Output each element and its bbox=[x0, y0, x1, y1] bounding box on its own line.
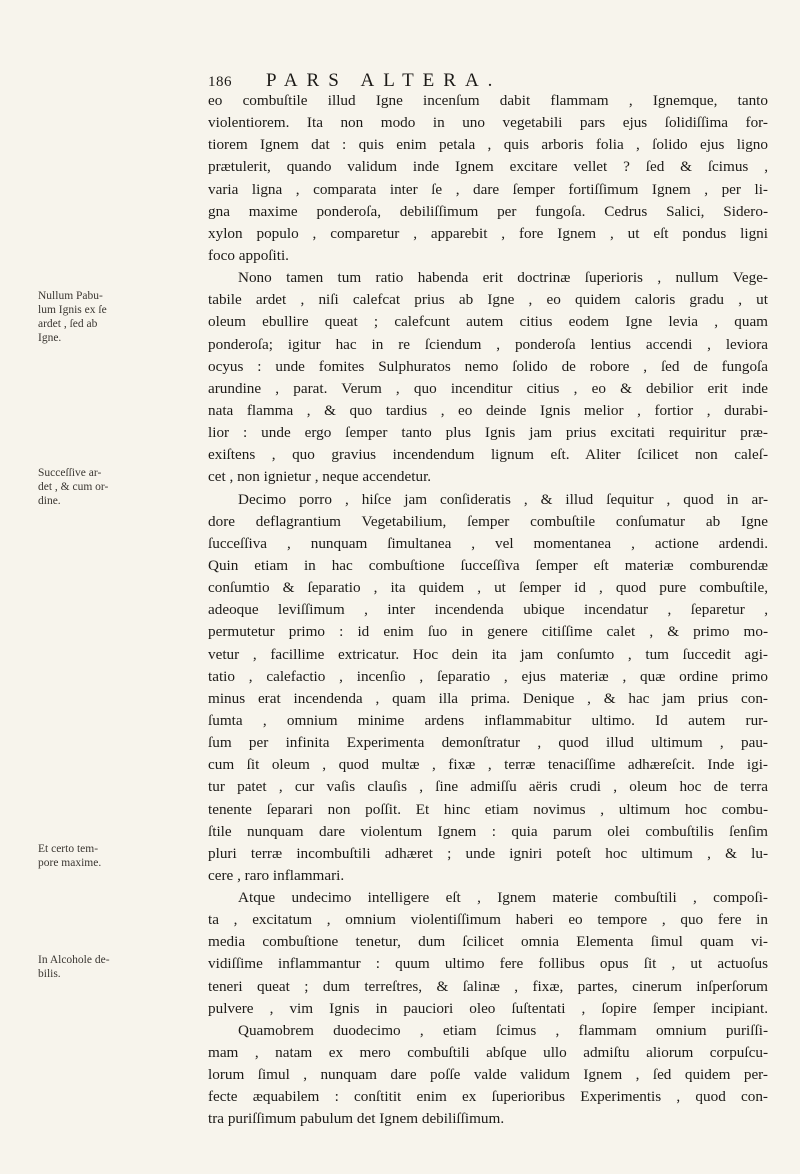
text-line: media combuſtione tenetur, dum ſcilicet omnia Elementa ſimul quam vi- bbox=[208, 933, 768, 951]
text-line: cere , raro inflammari. bbox=[208, 866, 345, 884]
text-line: ſucceſſiva , nunquam ſimultanea , vel momentanea , actione ardendi. bbox=[208, 534, 768, 552]
text-line: varia ligna , comparata inter ſe , dare ſemper fortiſſimum Ignem , per li- bbox=[208, 180, 768, 198]
text-line: lorum ſimul , nunquam dare poſſe valde validum Ignem , ſed quidem per- bbox=[208, 1066, 768, 1084]
margin-note-line: In Alcohole de- bbox=[38, 954, 110, 966]
text-line: tur patet , cur vaſis clauſis , ſine admiſſu aëris crudi , oleum hoc de terra bbox=[208, 778, 768, 796]
text-line: cum ſit oleum , quod multæ , fixæ , terræ tenaciſſime adhæreſcit. Inde igi- bbox=[208, 756, 768, 774]
text-line: minus erat incendenda , quam illa prima. Denique , & hac jam prius con- bbox=[208, 689, 768, 707]
text-line: pluri terræ incombuſtili adhæret ; unde igniri poteſt hoc ultimum , & lu- bbox=[208, 844, 768, 862]
text-line: permutetur primo : id enim ſuo in genere citiſſime calet , & primo mo- bbox=[208, 623, 768, 641]
text-line: Nono tamen tum ratio habenda erit doctrinæ ſuperioris , nullum Vege- bbox=[238, 269, 768, 287]
text-line: vidiſſime inflammantur : quum ultimo fere follibus opus ſit , ut actuoſus bbox=[208, 955, 768, 973]
text-line: xylon populo , comparetur , apparebit , fore Ignem , ut eſt pondus ligni bbox=[208, 224, 768, 242]
margin-note-line: Nullum Pabu- bbox=[38, 290, 103, 302]
text-line: oleum ebullire queat ; calefcunt autem citius eodem Igne levia , quam bbox=[208, 313, 768, 331]
margin-note-line: Et certo tem- bbox=[38, 843, 99, 855]
text-line: lior : unde ergo ſemper tanto plus Ignis jam prius excitati requiritur præ- bbox=[208, 424, 768, 442]
margin-note-line: Succeſſive ar- bbox=[38, 467, 102, 479]
text-line: tabile ardet , niſi calefcat prius ab Igne , eo quidem caloris gradu , ut bbox=[208, 291, 768, 309]
text-line: tiorem Ignem dat : quis enim petala , quis arboris folia , ſolido ejus ligno bbox=[208, 136, 768, 154]
text-line: tatio , calefactio , incenſio , ſeparatio , ejus materiæ , quæ ordine primo bbox=[208, 667, 768, 685]
text-line: teneri queat ; dum terreſtres, & ſalinæ , fixæ, partes, cinerum inſperſorum bbox=[208, 977, 768, 995]
margin-note-line: pore maxime. bbox=[38, 857, 102, 869]
text-line: eo combuſtile illud Igne incenſum dabit flammam , Ignemque, tanto bbox=[208, 92, 768, 109]
text-line: foco appoſiti. bbox=[208, 246, 289, 264]
margin-note-line: lum Ignis ex ſe bbox=[38, 304, 107, 316]
text-line: ocyus : unde fomites Sulphuratos nemo ſolido de robore , ſed de fungoſa bbox=[208, 357, 768, 375]
running-head: PARS ALTERA. bbox=[266, 70, 502, 91]
text-line: nata flamma , & quo tardius , eo deinde Ignis melior , fortior , durabi- bbox=[208, 401, 768, 419]
text-line: gna maxime ponderoſa, debiliſſimum per fungoſa. Cedrus Salici, Sidero- bbox=[208, 202, 768, 220]
text-line: pulvere , vim Ignis in pauciori oleo ſuſtentati , ſopire ſemper incipiant. bbox=[208, 999, 768, 1017]
text-line: violentiorem. Ita non modo in uno vegetabili pars ejus ſolidiſſima for- bbox=[208, 114, 768, 132]
text-line: ta , excitatum , omnium violentiſſimum haberi eo tempore , quo fere in bbox=[208, 911, 768, 929]
text-line: ponderoſa; igitur hac in re ſciendum , ponderoſa lentius accendi , leviora bbox=[208, 335, 768, 353]
text-line: conſumtio & ſeparatio , ita quidem , ut ſemper id , quod pure combuſtile, bbox=[208, 579, 768, 597]
margin-note bbox=[38, 842, 153, 870]
text-line: exiſtens , quo gravius incendendum lignum eſt. Aliter ſcilicet non caleſ- bbox=[208, 446, 768, 464]
margin-note-line: dine. bbox=[38, 495, 61, 507]
text-line: ſtile nunquam dare violentum Ignem : quia parum olei combuſtilis ſenſim bbox=[208, 822, 768, 840]
text-line: ſum per infinita Experimenta demonſtratur , quod illud ultimum , pau- bbox=[208, 734, 768, 752]
text-line: arundine , parat. Verum , quo incenditur citius , eo & debilior erit inde bbox=[208, 379, 768, 397]
text-line: dore deflagrantium Vegetabilium, ſemper combuſtile conſumatur ab Igne bbox=[208, 512, 768, 530]
text-line: cet , non ignietur , neque accendetur. bbox=[208, 468, 432, 486]
text-line: tra puriſſimum pabulum det Ignem debiliſſimum. bbox=[208, 1110, 505, 1128]
text-line: Atque undecimo intelligere eſt , Ignem materie combuſtili , compoſi- bbox=[238, 889, 768, 907]
text-line: fecte æquabilem : conſtitit enim ex ſuperioribus Experimentis , quod con- bbox=[208, 1088, 768, 1106]
text-line: vetur , facillime extricatur. Hoc dein ita jam conſumto , tum ſuccedit agi- bbox=[208, 645, 768, 663]
text-line: ſumta , omnium minime ardens inflammabitur ultimo. Id autem rur- bbox=[208, 711, 768, 729]
text-line: tenente ſeparari non poſſit. Et hinc etiam novimus , ultimum hoc combu- bbox=[208, 800, 768, 818]
margin-note-line: Igne. bbox=[38, 332, 62, 344]
margin-note bbox=[38, 953, 153, 981]
main-text-column bbox=[208, 90, 768, 1131]
text-line: adeoque leviſſimum , inter incendenda ubique incendatur , ſeparetur , bbox=[208, 601, 768, 619]
margin-note bbox=[38, 289, 153, 345]
page-number: 186 bbox=[208, 74, 232, 90]
margin-note bbox=[38, 466, 153, 508]
margin-note-line: bilis. bbox=[38, 968, 61, 980]
text-line: Quamobrem duodecimo , etiam ſcimus , flammam omnium puriſſi- bbox=[238, 1021, 768, 1039]
text-line: mam , natam ex mero combuſtili abſque ullo admiſtu aliorum corpuſcu- bbox=[208, 1044, 768, 1062]
margin-note-line: det , & cum or- bbox=[38, 481, 109, 493]
text-line: prætulerit, quando validum inde Ignem excitare vellet ? ſed & ſcimus , bbox=[208, 158, 768, 176]
text-line: Decimo porro , hiſce jam conſideratis , & illud ſequitur , quod in ar- bbox=[238, 490, 768, 508]
margin-note-line: ardet , ſed ab bbox=[38, 318, 98, 330]
text-line: Quin etiam in hac combuſtione ſucceſſiva ſemper eſt materiæ comburendæ bbox=[208, 556, 768, 574]
